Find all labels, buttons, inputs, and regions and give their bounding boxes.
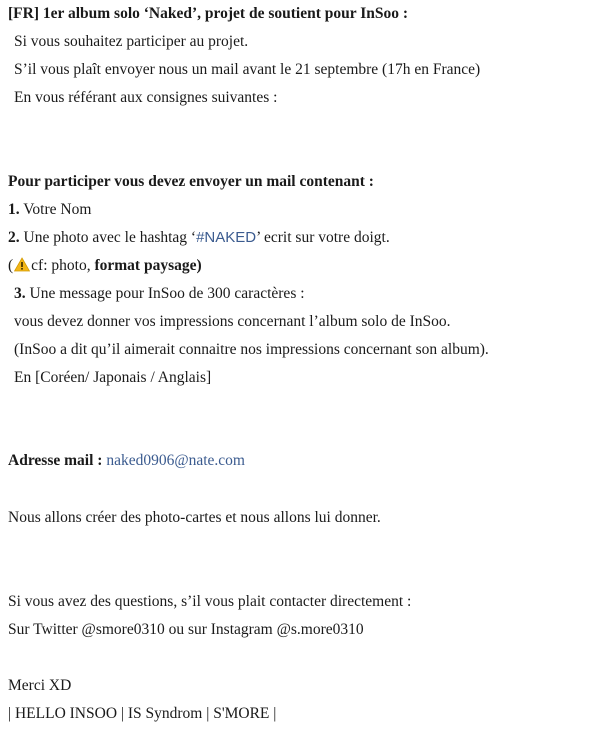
signature-text: | HELLO INSOO | IS Syndrom | S'MORE | [8, 705, 277, 722]
photo-format-note [8, 256, 202, 276]
list-item-text: Une photo avec le hashtag ‘ [23, 229, 197, 246]
message-detail-3: En [Coréen/ Japonais / Anglais] [14, 369, 212, 386]
list-item-name [8, 200, 91, 220]
mail-label: Adresse mail : [8, 452, 103, 469]
contact-line-2: Sur Twitter @smore0310 ou sur Instagram @s.more0310 [8, 621, 364, 638]
warning-icon [14, 257, 30, 272]
intro-line-3: En vous référant aux consignes suivantes : [14, 89, 278, 106]
participate-heading: Pour participer vous devez envoyer un mail contenant : [8, 173, 374, 190]
contact-line-1: Si vous avez des questions, s’il vous plait contacter directement : [8, 593, 412, 610]
thanks-text: Merci XD [8, 677, 72, 694]
note-text: cf: photo, [31, 257, 95, 274]
list-item-message [14, 284, 305, 304]
mail-line [8, 451, 245, 471]
list-item-text: Votre Nom [23, 201, 92, 218]
list-item-photo [8, 228, 390, 248]
note-format-bold: format paysage) [94, 257, 202, 274]
photocards-text: Nous allons créer des photo-cartes et nous allons lui donner. [8, 509, 381, 526]
list-item-number: 3. [14, 285, 26, 302]
note-open-paren: ( [8, 257, 14, 274]
hashtag-link[interactable]: #NAKED [196, 229, 257, 246]
list-item-number: 1. [8, 201, 20, 218]
page-title: [FR] 1er album solo ‘Naked’, projet de soutient pour InSoo : [8, 5, 409, 22]
mail-address-link[interactable]: naked0906@nate.com [106, 452, 245, 469]
intro-line-2: S’il vous plaît envoyer nous un mail avant le 21 septembre (17h en France) [14, 61, 481, 78]
message-detail-2: (InSoo a dit qu’il aimerait connaitre nos impressions concernant son album). [14, 341, 489, 358]
list-item-number: 2. [8, 229, 20, 246]
list-item-text-end: ’ ecrit sur votre doigt. [256, 229, 390, 246]
intro-line-1: Si vous souhaitez participer au projet. [14, 33, 249, 50]
message-detail-1: vous devez donner vos impressions concernant l’album solo de InSoo. [14, 313, 451, 330]
list-item-text: Une message pour InSoo de 300 caractères : [29, 285, 305, 302]
